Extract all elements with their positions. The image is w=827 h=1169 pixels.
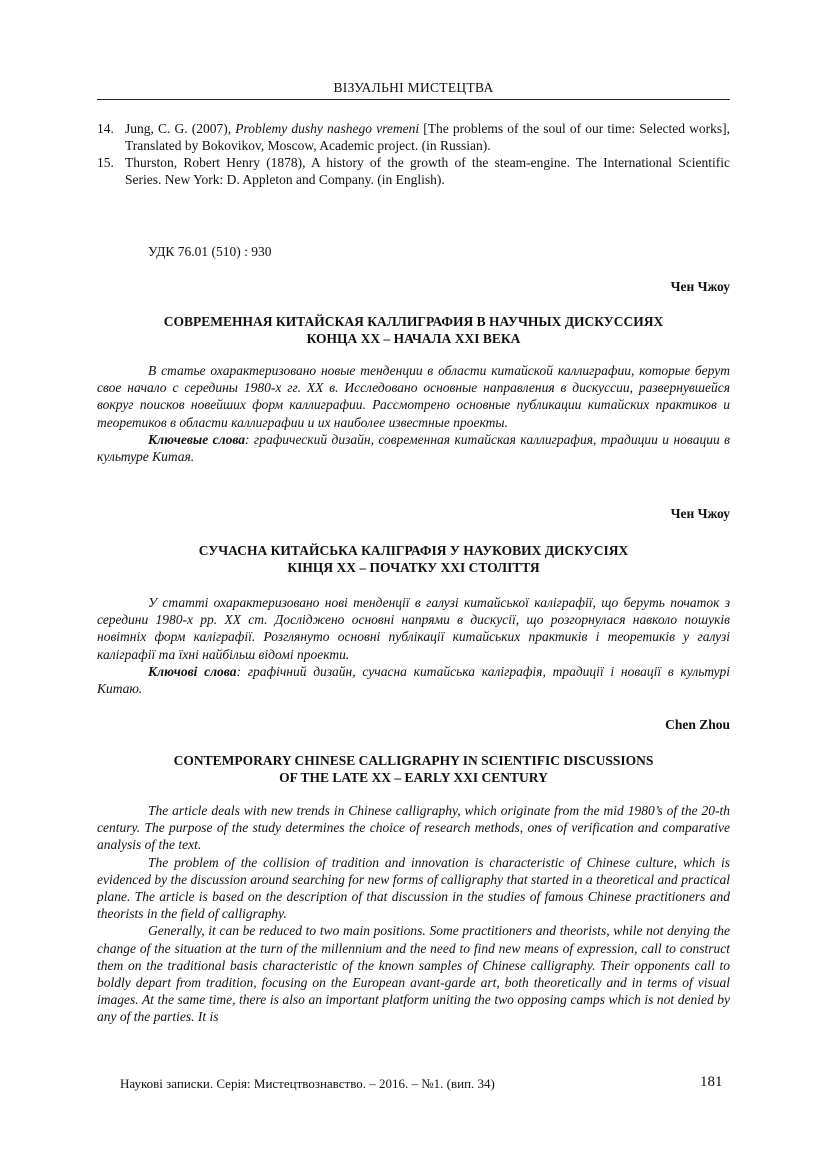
author-name: Chen Zhou [665, 717, 730, 732]
title-line: OF THE LATE XX – EARLY XXI CENTURY [279, 770, 548, 785]
reference-text: Thurston, Robert Henry (1878), A history of the growth of the steam-engine. The International Scientific Series. New York: D. Appleton and Company. (in English). [125, 155, 730, 187]
reference-italic-title: Problemy dushy nashego vremeni [235, 121, 420, 136]
header-rule [97, 99, 730, 100]
reference-list [97, 120, 730, 188]
keywords-text: : графічний дизайн, сучасна китайська каліграфія, традиції і новації в культурі Китаю. [97, 663, 730, 697]
keywords-label: Ключові слова [148, 663, 237, 679]
abstract [97, 594, 730, 697]
title-line: CONTEMPORARY CHINESE CALLIGRAPHY IN SCIENTIFIC DISCUSSIONS [173, 753, 654, 768]
reference-number: 15. [97, 155, 114, 170]
running-header: ВІЗУАЛЬНІ МИСТЕЦТВА [333, 80, 494, 95]
abstract-paragraph: The article deals with new trends in Chinese calligraphy, which originate from the mid 1980’s of the 20-th century. The purpose of the study determines the choice of research methods, ones of verification and comparative analysis of the text. [97, 803, 730, 853]
article-title [97, 542, 730, 576]
abstract-paragraph: The problem of the collision of tradition and innovation is characteristic of Chinese culture, which is evidenced by the discussion around searching for new forms of calligraphy that started in a theoretical and practical plane. The article is based on the description of that discussion in the studies of famous Chinese practitioners and theorists in the field of calligraphy. [97, 854, 730, 922]
reference-item [97, 154, 730, 188]
title-line: СОВРЕМЕННАЯ КИТАЙСКАЯ КАЛЛИГРАФИЯ В НАУЧНЫХ ДИСКУССИЯХ [163, 314, 664, 329]
keywords [97, 663, 730, 697]
keywords-label: Ключевые слова [148, 431, 246, 447]
reference-text: Jung, C. G. (2007), [125, 121, 236, 136]
article-title [97, 313, 730, 347]
reference-number: 14. [97, 121, 114, 136]
abstract-text: В статье охарактеризовано новые тенденции в области китайской каллиграфии, которые берут свое начало с середины 1980-х гг. ХХ в. Исследовано основные направления в дискуссии, развернувшейся вокруг поисков новейших форм каллиграфии. Рассмотрено основные публикации китайских практиков и теоретиков в области каллиграфии и их наиболее известные проекты. [97, 363, 730, 430]
abstract [97, 802, 730, 1026]
footer-citation: Наукові записки. Серія: Мистецтвознавство. – 2016. – №1. (вип. 34) [120, 1076, 495, 1091]
abstract-text: У статті охарактеризовано нові тенденції в галузі китайської каліграфії, що беруть початок з середини 1980-х рр. ХХ ст. Досліджено основні напрями в дискусії, що розгорнулася навколо пошуків новітніх форм каліграфії. Розглянуто основні публікації китайських практиків і теоретиків у галузі каліграфії та їхні найбільш відомі проекти. [97, 595, 730, 662]
reference-text: [The problems of the soul of our time: Selected works], Translated by Bokovikov, Moscow, Academic project. (in Russian). [125, 121, 731, 153]
title-line: КОНЦА ХХ – НАЧАЛА ХХІ ВЕКА [306, 331, 521, 346]
keywords [97, 431, 730, 465]
page-number: 181 [700, 1074, 723, 1090]
abstract-paragraph: Generally, it can be reduced to two main positions. Some practitioners and theorists, while not denying the change of the situation at the turn of the millennium and the need to find new means of expression, call to construct them on the traditional basis characteristic of the known samples of Chinese calligraphy. Their opponents call to boldly depart from tradition, focusing on the European avant-garde art, both theoretically and in terms of visual images. At the same time, there is also an important platform uniting the two opposing camps which is not denied by any of the parties. It is [97, 923, 730, 1025]
author-name: Чен Чжоу [670, 279, 730, 294]
article-title [97, 752, 730, 786]
title-line: СУЧАСНА КИТАЙСЬКА КАЛІГРАФІЯ У НАУКОВИХ ДИСКУСІЯХ [198, 543, 629, 558]
author-name: Чен Чжоу [670, 506, 730, 521]
reference-item [97, 120, 730, 154]
keywords-text: : графический дизайн, современная китайская каллиграфия, традиции и новации в культуре Китая. [97, 431, 730, 465]
abstract [97, 362, 730, 465]
title-line: КІНЦЯ ХХ – ПОЧАТКУ ХХІ СТОЛІТТЯ [287, 560, 540, 575]
udk-code: УДК 76.01 (510) : 930 [148, 244, 272, 259]
